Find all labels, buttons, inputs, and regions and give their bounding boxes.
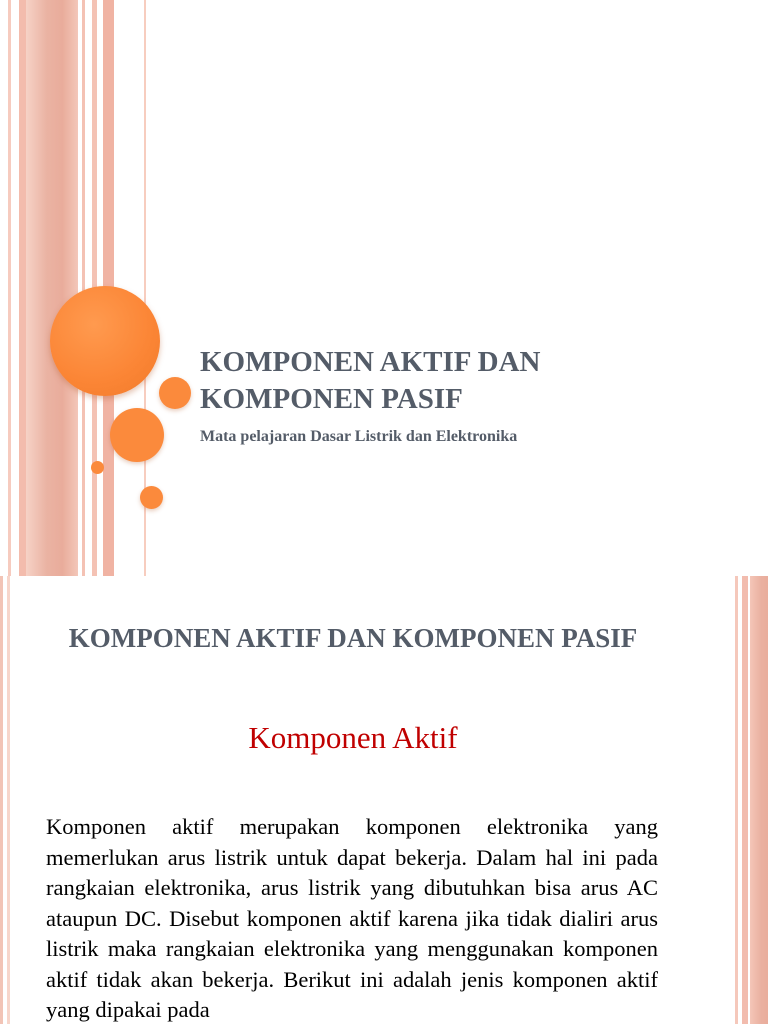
decorative-circle xyxy=(140,486,163,509)
slide-title: KOMPONEN AKTIF DAN KOMPONEN PASIF xyxy=(68,623,638,653)
decorative-stripe xyxy=(0,576,3,1024)
decorative-stripe xyxy=(8,0,11,576)
decorative-circle xyxy=(50,286,160,396)
decorative-circle xyxy=(91,461,104,474)
body-paragraph: Komponen aktif merupakan komponen elektronika yang memerlukan arus listrik untuk dapat bekerja. Dalam hal ini pada rangkaian elektronika, arus listrik yang dibutuhkan bisa arus AC ataupun DC. Disebut komponen aktif karena jika tidak dialiri arus listrik maka rangkaian elektronika yang menggunakan komponen aktif tidak akan bekerja. Berikut ini adalah jenis komponen aktif yang dipakai pada xyxy=(46,814,658,1022)
decorative-circle xyxy=(110,408,164,462)
decorative-stripe xyxy=(26,0,78,576)
section-heading: Komponen Aktif xyxy=(248,720,458,755)
slide-subtitle: Mata pelajaran Dasar Listrik dan Elektronika xyxy=(200,428,518,445)
content-slide xyxy=(0,576,768,1024)
decorative-stripe xyxy=(742,576,748,1024)
decorative-stripe xyxy=(735,576,738,1024)
decorative-stripe xyxy=(82,0,85,576)
decorative-stripe xyxy=(750,576,768,1024)
slide-title: KOMPONEN AKTIF DAN KOMPONEN PASIF xyxy=(200,346,541,415)
decorative-circle xyxy=(159,377,191,409)
decorative-stripe xyxy=(19,0,26,576)
decorative-stripe xyxy=(7,576,10,1024)
